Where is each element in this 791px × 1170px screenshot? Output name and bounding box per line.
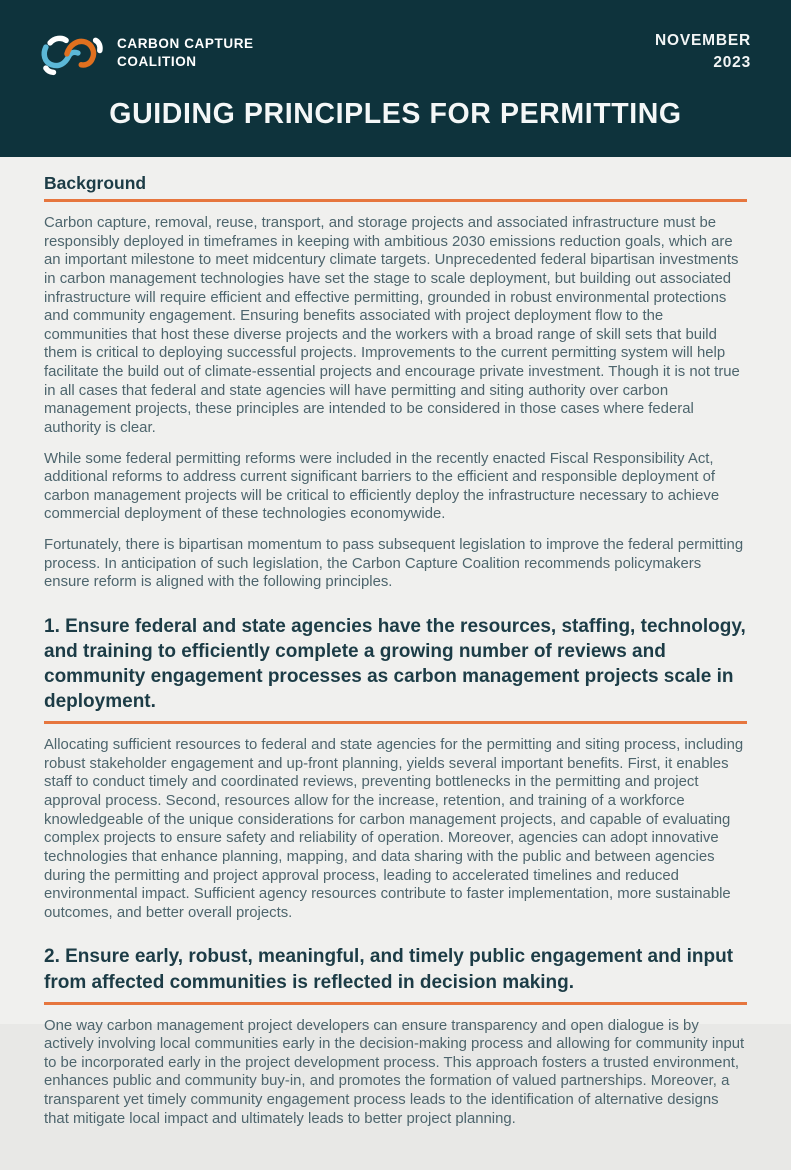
document-body: [0, 157, 791, 1170]
paragraph: Allocating sufficient resources to federal and state agencies for the permitting and siting process, including robust stakeholder engagement and up-front planning, yields several important benefits. First, it enables staff to conduct timely and coordinated reviews, preventing bottlenecks in the permitting and project approval process. Second, resources allow for the increase, retention, and training of a workforce knowledgeable of the unique considerations for carbon management projects, and capable of evaluating complex projects to ensure safety and reliability of operation. Moreover, agencies can adopt innovative technologies that enhance planning, mapping, and data sharing with the public and between agencies during the permitting and project approval process, leading to accelerated timelines and reduced environmental impact. Sufficient agency resources contribute to faster implementation, more sustainable outcomes, and better overall projects.: [44, 737, 744, 921]
document-title: GUIDING PRINCIPLES FOR PERMITTING: [109, 98, 682, 130]
issue-date-year: 2023: [713, 53, 751, 71]
logo-wordmark-line1: CARBON CAPTURE: [117, 36, 254, 52]
paragraph: One way carbon management project developers can ensure transparency and open dialogue is by actively involving local communities early in the decision-making process and allowing for community input to be incorporated early in the project development process. This approach fosters a trusted environment, enhances public and community buy-in, and promotes the formation of valued partnerships. Moreover, a transparent yet timely community engagement process leads to the identification of alternative designs that mitigate local impact and ultimately leads to better project planning.: [44, 1017, 745, 1127]
section-heading-principle-1: 1. Ensure federal and state agencies have the resources, staffing, technology, and training to efficiently complete a growing number of reviews and community engagement processes as carbon management projects scale in deployment.: [44, 614, 747, 724]
logo-wordmark-line2: COALITION: [117, 54, 197, 69]
paragraph: While some federal permitting reforms were included in the recently enacted Fiscal Responsibility Act, additional reforms to address current significant barriers to the efficient and responsible deployment of carbon management projects will be critical to efficiently deploy the infrastructure necessary to achieve commercial deployment of these technologies economywide.: [44, 450, 720, 523]
masthead-top-row: [40, 30, 751, 76]
logo: [40, 30, 254, 76]
section-heading-principle-2: 2. Ensure early, robust, meaningful, and timely public engagement and input from affected communities is reflected in decision making.: [44, 944, 747, 1004]
carbon-capture-coalition-logo-icon: [40, 30, 104, 76]
issue-date: [655, 30, 751, 73]
issue-date-month: NOVEMBER: [655, 32, 751, 49]
section-heading-background: Background: [44, 173, 747, 202]
logo-wordmark: [117, 35, 254, 71]
paragraph: Carbon capture, removal, reuse, transport, and storage projects and associated infrastructure must be responsibly deployed in timeframes in keeping with ambitious 2030 emissions reduction goals, which are an important milestone to meet midcentury climate targets. Unprecedented federal bipartisan investments in carbon management technologies have set the stage to scale deployment, but building out associated infrastructure will require efficient and effective permitting, grounded in robust environmental protections and community engagement. Ensuring benefits associated with project deployment flow to the communities that host these diverse projects and the workers with a broad range of skill sets that build them is critical to deploying successful projects. Improvements to the current permitting system will help facilitate the build out of climate-essential projects and encourage private investment. Though it is not true in all cases that federal and state agencies will have permitting and siting authority over carbon management projects, these principles are intended to be considered in those cases where federal authority is clear.: [44, 215, 740, 436]
document-header: [0, 0, 791, 157]
paragraph: Fortunately, there is bipartisan momentum to pass subsequent legislation to improve the federal permitting process. In anticipation of such legislation, the Carbon Capture Coalition recommends policymakers ensure reform is aligned with the following principles.: [44, 537, 744, 591]
